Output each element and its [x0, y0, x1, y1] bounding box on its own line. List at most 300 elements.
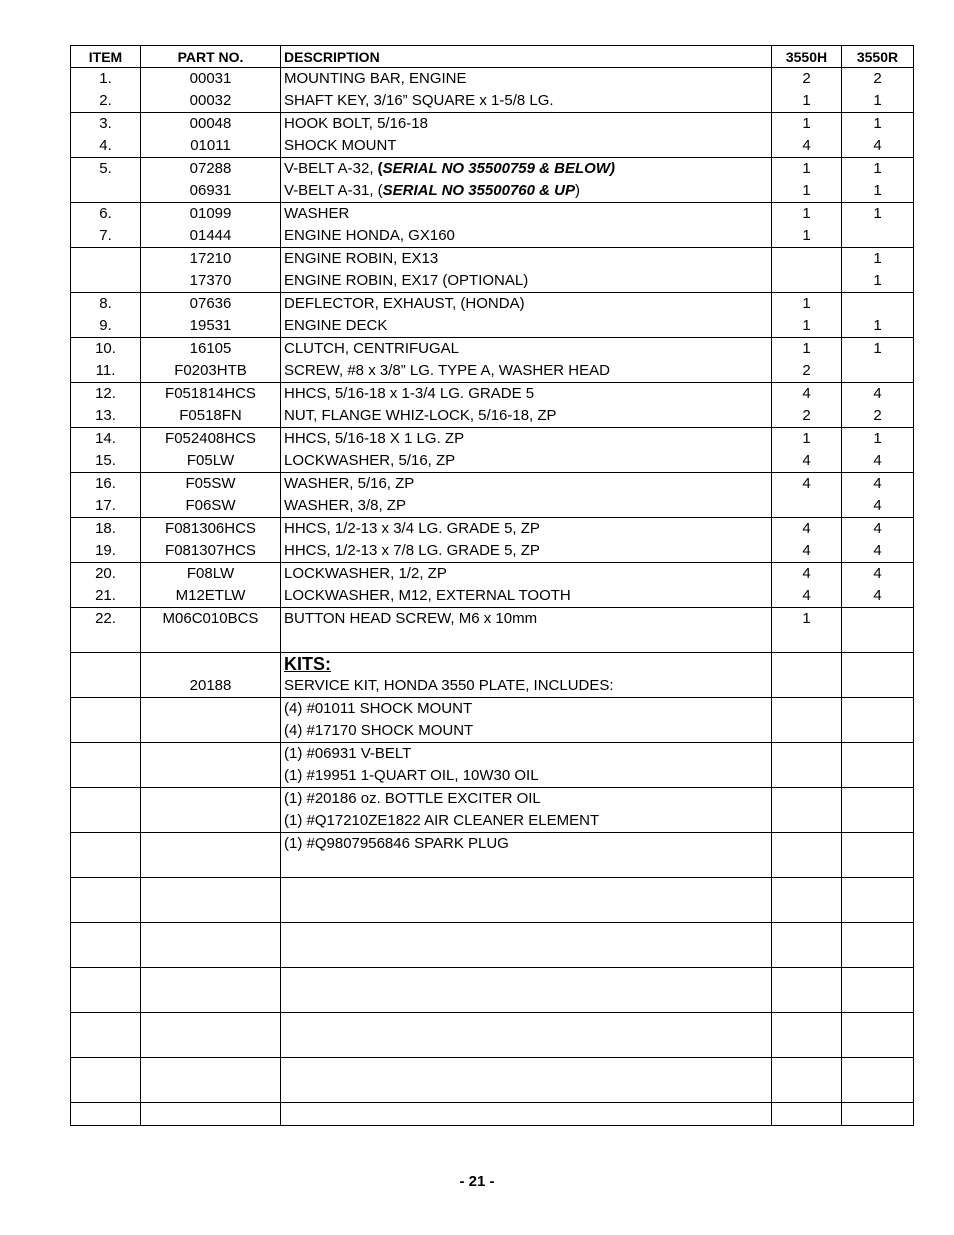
description-cell: [281, 428, 772, 473]
description-cell: [281, 338, 772, 383]
qty-3550h-cell-line: 2: [802, 407, 811, 424]
item-number-cell: [71, 518, 141, 563]
qty-3550r-cell-line: 4: [873, 385, 882, 402]
empty-cell-line: [842, 990, 913, 1012]
qty-3550h-cell-line: 1: [802, 227, 811, 244]
empty-cell-line: [772, 923, 841, 945]
item-number-cell: [71, 158, 141, 203]
item-number-cell-line: 22.: [95, 610, 116, 627]
part-number-cell-line: [141, 855, 280, 877]
qty-3550r-cell: [842, 833, 914, 878]
item-number-cell-line: 9.: [99, 317, 112, 334]
description-cell-line: HHCS, 1/2-13 x 7/8 LG. GRADE 5, ZP: [284, 542, 540, 559]
item-number-cell-line: [71, 270, 140, 292]
empty-cell-line: [281, 1058, 771, 1080]
description-cell-line: HHCS, 5/16-18 x 1-3/4 LG. GRADE 5: [284, 385, 535, 402]
table-row-group: [71, 428, 914, 473]
kit-contents-row: [71, 743, 914, 788]
description-cell-line: ENGINE HONDA, GX160: [284, 227, 455, 244]
empty-cell: [141, 968, 281, 1013]
qty-3550h-cell-line: 4: [802, 520, 811, 537]
item-number-cell: [71, 608, 141, 653]
item-number-cell: [71, 338, 141, 383]
qty-3550r-cell-line: 4: [873, 587, 882, 604]
part-number-cell-line: F052408HCS: [165, 430, 256, 447]
empty-cell-line: [842, 1013, 913, 1035]
part-number-cell-line: 07288: [189, 160, 232, 177]
table-row-group: [71, 338, 914, 383]
empty-cell-line: [772, 1058, 841, 1080]
qty-3550r-cell-line: 1: [873, 340, 882, 357]
qty-3550r-cell-line: [842, 225, 913, 247]
description-cell-line: ENGINE DECK: [284, 317, 388, 334]
item-number-cell-line: 10.: [95, 340, 116, 357]
empty-cell-line: [772, 1080, 841, 1102]
part-number-cell-line: 17370: [189, 272, 232, 289]
qty-3550h-cell-line: [772, 495, 841, 517]
part-number-cell: [141, 788, 281, 833]
header-item: ITEM: [71, 46, 141, 68]
qty-3550r-cell-line: 1: [873, 272, 882, 289]
empty-cell-line: [71, 923, 140, 945]
part-number-cell-line: 20188: [189, 677, 232, 694]
empty-cell: [281, 968, 772, 1013]
empty-cell: [71, 923, 141, 968]
item-number-cell-line: [71, 788, 140, 810]
qty-3550r-cell-line: [842, 293, 913, 315]
qty-3550r-cell-line: 1: [873, 160, 882, 177]
empty-cell: [141, 923, 281, 968]
part-number-cell-line: 01444: [189, 227, 232, 244]
qty-3550h-cell: [772, 383, 842, 428]
table-header-row: [71, 46, 914, 68]
description-cell-line: (1) #Q9807956846 SPARK PLUG: [284, 835, 509, 852]
item-number-cell-line: 2.: [99, 92, 112, 109]
description-cell-line: LOCKWASHER, 5/16, ZP: [284, 452, 456, 469]
empty-cell-line: [281, 990, 771, 1012]
qty-3550h-cell-line: 4: [802, 542, 811, 559]
header-description: DESCRIPTION: [281, 46, 772, 68]
part-number-cell-line: [141, 765, 280, 787]
empty-cell-line: [842, 1035, 913, 1057]
kits-label: KITS:: [284, 654, 331, 674]
empty-cell-line: [71, 990, 140, 1012]
qty-3550h-cell: [772, 203, 842, 248]
qty-3550h-cell-line: [772, 855, 841, 877]
qty-3550r-cell-line: [842, 743, 913, 765]
item-number-cell: [71, 203, 141, 248]
kits-header-row: [71, 653, 914, 698]
item-number-cell-line: 16.: [95, 475, 116, 492]
qty-3550r-cell-line: [842, 765, 913, 787]
qty-3550h-cell-line: 4: [802, 385, 811, 402]
qty-3550r-cell-line: 4: [873, 137, 882, 154]
description-cell-line: HOOK BOLT, 5/16-18: [284, 115, 428, 132]
empty-cell-line: [141, 968, 280, 990]
description-cell-line: [281, 855, 771, 877]
item-number-cell-line: 8.: [99, 295, 112, 312]
empty-cell: [141, 1058, 281, 1103]
qty-3550r-cell: [842, 293, 914, 338]
qty-3550r-cell-line: [842, 720, 913, 742]
part-number-cell-line: M12ETLW: [175, 587, 246, 604]
qty-3550r-cell-line: 4: [873, 542, 882, 559]
description-cell: [281, 563, 772, 608]
part-number-cell: [141, 338, 281, 383]
item-number-cell: [71, 248, 141, 293]
description-cell-line: (1) #19951 1-QUART OIL, 10W30 OIL: [284, 767, 539, 784]
empty-cell: [71, 968, 141, 1013]
empty-cell-line: [281, 923, 771, 945]
description-cell-line: (4) #17170 SHOCK MOUNT: [284, 722, 474, 739]
qty-3550h-cell-line: 2: [802, 70, 811, 87]
qty-3550h-cell: [772, 473, 842, 518]
part-number-cell: [141, 293, 281, 338]
empty-cell-line: [281, 945, 771, 967]
item-number-cell: [71, 698, 141, 743]
qty-3550h-cell-line: 1: [802, 92, 811, 109]
part-number-cell-line: [141, 630, 280, 652]
qty-3550h-cell-line: 1: [802, 317, 811, 334]
description-cell: [281, 293, 772, 338]
empty-cell-line: [71, 900, 140, 922]
empty-cell-line: [281, 878, 771, 900]
description-cell-line: (4) #01011 SHOCK MOUNT: [284, 700, 473, 717]
qty-3550r-cell-line: 4: [873, 497, 882, 514]
qty-3550r-cell-line: 1: [873, 317, 882, 334]
empty-cell-line: [772, 968, 841, 990]
description-cell: [281, 113, 772, 158]
qty-3550r-cell: [842, 608, 914, 653]
qty-3550h-cell-line: 4: [802, 137, 811, 154]
table-row-group: [71, 518, 914, 563]
qty-3550r-cell-line: [842, 675, 913, 697]
part-number-cell-line: [141, 810, 280, 832]
item-number-cell: [71, 473, 141, 518]
part-number-cell-line: [141, 743, 280, 765]
part-number-cell: [141, 698, 281, 743]
item-number-cell-line: 7.: [99, 227, 112, 244]
description-cell-line: ENGINE ROBIN, EX17 (OPTIONAL): [284, 272, 529, 289]
qty-3550r-cell-line: [842, 360, 913, 382]
qty-3550h-cell-line: 4: [802, 565, 811, 582]
item-number-cell-line: 14.: [95, 430, 116, 447]
part-number-cell-line: 01099: [189, 205, 232, 222]
part-number-cell-line: M06C010BCS: [162, 610, 259, 627]
empty-cell-line: [772, 945, 841, 967]
part-number-cell-line: [141, 720, 280, 742]
description-cell: [281, 788, 772, 833]
empty-cell-line: [772, 900, 841, 922]
description-cell-line: [281, 653, 771, 675]
empty-cell-line: [141, 1058, 280, 1080]
description-cell-line: HHCS, 5/16-18 X 1 LG. ZP: [284, 430, 465, 447]
empty-cell: [842, 968, 914, 1013]
qty-3550r-cell: [842, 563, 914, 608]
item-number-cell-line: [71, 698, 140, 720]
empty-cell: [842, 1103, 914, 1126]
empty-cell: [141, 1103, 281, 1126]
qty-3550r-cell: [842, 383, 914, 428]
item-number-cell-line: 4.: [99, 137, 112, 154]
empty-cell: [281, 1013, 772, 1058]
part-number-cell-line: 07636: [189, 295, 232, 312]
item-number-cell-line: 3.: [99, 115, 112, 132]
qty-3550r-cell-line: 1: [873, 430, 882, 447]
part-number-cell: [141, 68, 281, 113]
description-cell: [281, 698, 772, 743]
description-cell-line: WASHER, 5/16, ZP: [284, 475, 415, 492]
description-cell: [281, 473, 772, 518]
table-row-group: [71, 68, 914, 113]
description-text: [284, 160, 615, 177]
item-number-cell-line: 21.: [95, 587, 116, 604]
empty-cell-line: [141, 1035, 280, 1057]
empty-cell-line: [71, 1035, 140, 1057]
part-number-cell-line: F0518FN: [179, 407, 242, 424]
description-cell: [281, 203, 772, 248]
description-cell-line: LOCKWASHER, M12, EXTERNAL TOOTH: [284, 587, 571, 604]
empty-cell-line: [71, 1080, 140, 1102]
part-number-cell-line: 16105: [189, 340, 232, 357]
header-part-no: PART NO.: [141, 46, 281, 68]
qty-3550r-cell: [842, 473, 914, 518]
qty-3550h-cell: [772, 338, 842, 383]
description-paren-open: (: [377, 160, 383, 177]
qty-3550r-cell: [842, 698, 914, 743]
part-number-cell: [141, 518, 281, 563]
part-number-cell-line: 00032: [189, 92, 232, 109]
qty-3550h-cell: [772, 653, 842, 698]
part-number-cell: [141, 203, 281, 248]
empty-cell-line: [71, 945, 140, 967]
table-body: [71, 68, 914, 1126]
part-number-cell: [141, 833, 281, 878]
qty-3550r-cell: [842, 248, 914, 293]
qty-3550h-cell-line: [772, 675, 841, 697]
qty-3550h-cell-line: 4: [802, 452, 811, 469]
qty-3550h-cell: [772, 113, 842, 158]
item-number-cell-line: [71, 653, 140, 675]
empty-cell: [842, 923, 914, 968]
description-cell-line: WASHER: [284, 205, 350, 222]
empty-cell-line: [141, 945, 280, 967]
qty-3550r-cell-line: 1: [873, 205, 882, 222]
qty-3550h-cell-line: [772, 270, 841, 292]
kit-contents-row: [71, 833, 914, 878]
qty-3550h-cell-line: [772, 833, 841, 855]
empty-cell-line: [141, 878, 280, 900]
qty-3550h-cell-line: 1: [802, 160, 811, 177]
empty-cell-line: [281, 1013, 771, 1035]
item-number-cell-line: [71, 180, 140, 202]
item-number-cell-line: 12.: [95, 385, 116, 402]
empty-cell-line: [141, 1013, 280, 1035]
qty-3550r-cell: [842, 788, 914, 833]
qty-3550h-cell-line: 1: [802, 115, 811, 132]
qty-3550h-cell-line: [772, 248, 841, 270]
empty-cell: [71, 1103, 141, 1126]
table-row-group: [71, 608, 914, 653]
part-number-cell-line: 00031: [189, 70, 232, 87]
description-cell-line: ENGINE ROBIN, EX13: [284, 250, 439, 267]
description-cell-line: [281, 158, 771, 180]
qty-3550h-cell: [772, 833, 842, 878]
qty-3550r-cell-line: 2: [873, 407, 882, 424]
qty-3550h-cell-line: [772, 653, 841, 675]
part-number-cell-line: F06SW: [185, 497, 236, 514]
item-number-cell-line: [71, 720, 140, 742]
item-number-cell: [71, 428, 141, 473]
table-row-group: [71, 293, 914, 338]
part-number-cell-line: 06931: [189, 182, 232, 199]
item-number-cell: [71, 113, 141, 158]
item-number-cell-line: [71, 765, 140, 787]
qty-3550h-cell-line: [772, 765, 841, 787]
qty-3550h-cell-line: [772, 810, 841, 832]
empty-cell-line: [281, 1080, 771, 1102]
empty-row: [71, 968, 914, 1013]
serial-note: SERIAL NO 35500759 & BELOW): [382, 160, 615, 177]
empty-cell-line: [71, 1058, 140, 1080]
item-number-cell-line: 6.: [99, 205, 112, 222]
kit-contents-row: [71, 788, 914, 833]
qty-3550h-cell-line: 4: [802, 587, 811, 604]
description-cell-line: BUTTON HEAD SCREW, M6 x 10mm: [284, 610, 538, 627]
empty-cell-line: [141, 1103, 280, 1125]
item-number-cell-line: [71, 855, 140, 877]
description-cell-line: SERVICE KIT, HONDA 3550 PLATE, INCLUDES:: [284, 677, 614, 694]
qty-3550h-cell-line: 2: [802, 362, 811, 379]
item-number-cell: [71, 563, 141, 608]
empty-row: [71, 1058, 914, 1103]
part-number-cell-line: F081306HCS: [165, 520, 256, 537]
description-cell: [281, 608, 772, 653]
item-number-cell-line: [71, 810, 140, 832]
part-number-cell: [141, 563, 281, 608]
empty-row: [71, 1103, 914, 1126]
qty-3550h-cell: [772, 743, 842, 788]
description-cell: [281, 833, 772, 878]
qty-3550h-cell-line: [772, 743, 841, 765]
table-row-group: [71, 563, 914, 608]
empty-cell-line: [71, 878, 140, 900]
empty-cell-line: [281, 968, 771, 990]
qty-3550r-cell: [842, 68, 914, 113]
description-cell-line: MOUNTING BAR, ENGINE: [284, 70, 467, 87]
description-paren-close: ): [574, 182, 580, 199]
qty-3550r-cell-line: [842, 653, 913, 675]
qty-3550r-cell-line: [842, 833, 913, 855]
item-number-cell-line: 5.: [99, 160, 112, 177]
empty-cell-line: [141, 900, 280, 922]
qty-3550r-cell-line: [842, 698, 913, 720]
part-number-cell-line: [141, 698, 280, 720]
item-number-cell: [71, 68, 141, 113]
description-cell-line: LOCKWASHER, 1/2, ZP: [284, 565, 447, 582]
qty-3550h-cell-line: 4: [802, 475, 811, 492]
page-number: - 21 -: [459, 1173, 495, 1190]
qty-3550h-cell-line: 1: [802, 610, 811, 627]
description-cell: [281, 518, 772, 563]
empty-cell: [842, 1013, 914, 1058]
empty-cell-line: [71, 1103, 140, 1125]
empty-cell-line: [772, 1035, 841, 1057]
qty-3550h-cell: [772, 428, 842, 473]
description-cell-line: NUT, FLANGE WHIZ-LOCK, 5/16-18, ZP: [284, 407, 557, 424]
empty-cell: [71, 1058, 141, 1103]
qty-3550h-cell-line: [772, 698, 841, 720]
empty-cell-line: [842, 900, 913, 922]
qty-3550r-cell-line: 1: [873, 250, 882, 267]
parts-list-table: [70, 45, 914, 1126]
part-number-cell: [141, 428, 281, 473]
description-cell: [281, 743, 772, 788]
description-cell-line: DEFLECTOR, EXHAUST, (HONDA): [284, 295, 525, 312]
qty-3550r-cell: [842, 428, 914, 473]
part-number-cell: [141, 113, 281, 158]
empty-cell: [842, 878, 914, 923]
qty-3550h-cell-line: 1: [802, 182, 811, 199]
item-number-cell-line: [71, 630, 140, 652]
empty-cell: [281, 1058, 772, 1103]
qty-3550r-cell-line: 1: [873, 182, 882, 199]
qty-3550h-cell: [772, 158, 842, 203]
empty-cell-line: [281, 900, 771, 922]
description-cell-line: SCREW, #8 x 3/8” LG. TYPE A, WASHER HEAD: [284, 362, 610, 379]
part-number-cell-line: [141, 653, 280, 675]
empty-cell-line: [141, 923, 280, 945]
description-cell-line: CLUTCH, CENTRIFUGAL: [284, 340, 460, 357]
qty-3550h-cell: [772, 248, 842, 293]
qty-3550r-cell-line: 1: [873, 115, 882, 132]
description-plain: V-BELT A-31, (: [284, 182, 383, 199]
description-cell-line: [281, 180, 771, 202]
item-number-cell: [71, 743, 141, 788]
description-cell: [281, 248, 772, 293]
description-cell-line: HHCS, 1/2-13 x 3/4 LG. GRADE 5, ZP: [284, 520, 540, 537]
qty-3550r-cell-line: 4: [873, 475, 882, 492]
empty-row: [71, 878, 914, 923]
part-number-cell-line: 01011: [190, 137, 231, 154]
qty-3550r-cell-line: [842, 608, 913, 630]
part-number-cell-line: [141, 833, 280, 855]
qty-3550r-cell: [842, 203, 914, 248]
empty-row: [71, 923, 914, 968]
qty-3550r-cell: [842, 743, 914, 788]
table-row-group: [71, 383, 914, 428]
empty-cell-line: [281, 1035, 771, 1057]
empty-cell: [772, 1103, 842, 1126]
item-number-cell-line: 15.: [95, 452, 116, 469]
qty-3550r-cell: [842, 338, 914, 383]
table-row-group: [71, 473, 914, 518]
description-cell: [281, 653, 772, 698]
empty-cell: [281, 1103, 772, 1126]
item-number-cell-line: [71, 675, 140, 697]
empty-cell: [772, 878, 842, 923]
qty-3550h-cell-line: [772, 788, 841, 810]
empty-cell-line: [842, 1080, 913, 1102]
empty-cell: [772, 923, 842, 968]
empty-cell-line: [141, 990, 280, 1012]
part-number-cell: [141, 743, 281, 788]
description-cell: [281, 68, 772, 113]
item-number-cell: [71, 833, 141, 878]
item-number-cell-line: 20.: [95, 565, 116, 582]
qty-3550r-cell-line: 2: [873, 70, 882, 87]
part-number-cell: [141, 653, 281, 698]
